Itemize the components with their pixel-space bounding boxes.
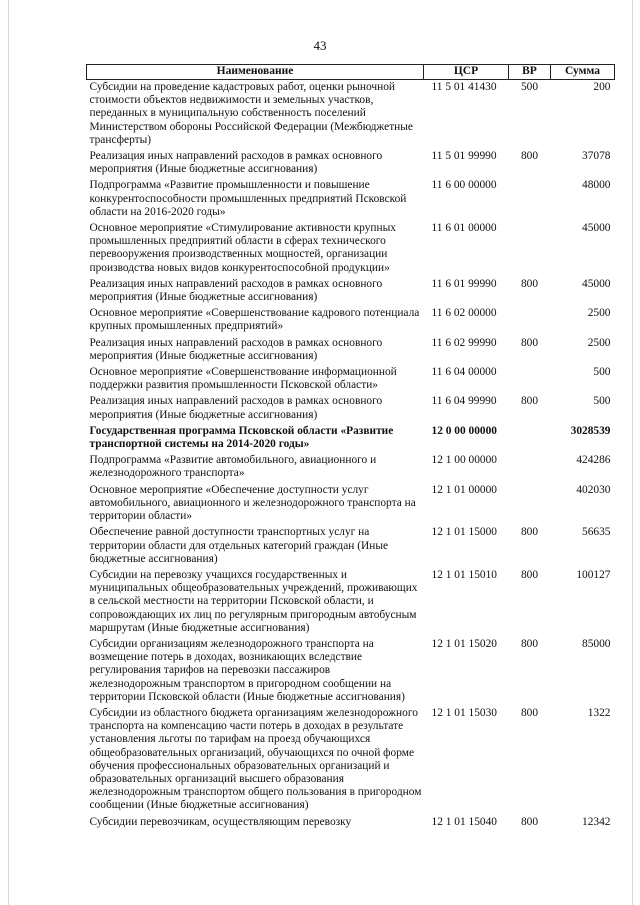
- row-sum: 12342: [582, 815, 611, 828]
- row-sum: 500: [593, 366, 611, 379]
- row-sum: 100127: [576, 568, 611, 581]
- row-csr: 12 1 01 00000: [431, 483, 497, 496]
- row-csr: 11 6 04 00000: [431, 366, 497, 379]
- row-name: Подпрограмма «Развитие автомобильного, авиационного и железнодорожного транспорта»: [89, 454, 377, 480]
- row-sum: 3028539: [570, 424, 611, 437]
- row-csr: 11 6 01 00000: [431, 222, 497, 235]
- row-vr: 800: [520, 815, 539, 828]
- table-row: [87, 815, 615, 831]
- row-name: Государственная программа Псковской области «Развитие транспортной системы на 2014-2020 годы»: [89, 424, 394, 451]
- table-row: [87, 483, 615, 526]
- table-row: [87, 178, 615, 221]
- row-vr: [509, 365, 551, 394]
- header-sum: Сумма: [551, 65, 615, 80]
- row-csr: 12 1 01 15030: [431, 706, 497, 719]
- row-sum: 56635: [582, 526, 611, 539]
- row-name: Реализация иных направлений расходов в рамках основного мероприятия (Иные бюджетные ассигнования): [89, 150, 383, 176]
- table-row: [87, 221, 615, 277]
- row-vr: 800: [520, 568, 539, 581]
- table-row: [87, 149, 615, 178]
- row-name: Субсидии на перевозку учащихся государственных и муниципальных общеобразовательных учреждений, проживающих в сельской местности на территории Псковской области, и сопровождающих их лиц по регулярным пригородным автобусным маршрутам (Иные бюджетные ассигнования): [89, 568, 418, 634]
- row-sum: 424286: [576, 454, 611, 467]
- row-csr: 11 6 04 99990: [431, 395, 497, 408]
- row-vr: 800: [520, 526, 539, 539]
- row-vr: 800: [520, 706, 539, 719]
- row-csr: 11 5 01 41430: [431, 81, 497, 93]
- row-vr: [509, 221, 551, 277]
- page-number: 43: [313, 38, 327, 53]
- row-name: Основное мероприятие «Совершенствование информационной поддержки развития промышленности Псковской области»: [89, 366, 397, 392]
- row-sum: 2500: [587, 307, 611, 320]
- row-vr: 800: [520, 395, 539, 408]
- row-name: Субсидии перевозчикам, осуществляющим перевозку: [89, 815, 352, 828]
- budget-table: [86, 64, 615, 831]
- row-name: Реализация иных направлений расходов в рамках основного мероприятия (Иные бюджетные ассигнования): [89, 336, 383, 362]
- row-sum: 85000: [582, 637, 611, 650]
- row-sum: 37078: [582, 150, 611, 163]
- row-vr: 500: [520, 81, 539, 93]
- header-csr: ЦСР: [424, 65, 509, 80]
- table-row: [87, 568, 615, 637]
- row-csr: 11 6 02 99990: [431, 336, 497, 349]
- row-csr: 12 1 01 15000: [431, 526, 497, 539]
- row-vr: [509, 178, 551, 221]
- row-vr: [509, 306, 551, 335]
- table-row: [87, 80, 615, 150]
- row-csr: 11 6 01 99990: [431, 277, 497, 290]
- row-csr: 11 6 02 00000: [431, 307, 497, 320]
- row-vr: 800: [520, 277, 539, 290]
- table-row: [87, 424, 615, 453]
- row-name: Основное мероприятие «Стимулирование активности крупных промышленных предприятий области в сферах технического перевооружения производственных мощностей, организации производства новых видов конкурентоспособной продукции»: [89, 222, 396, 274]
- row-name: Субсидии организациям железнодорожного транспорта на возмещение потерь в доходах, возникающих вследствие регулирования тарифов на перевозки пассажиров железнодорожным транспортом в пригородном сообщении на территории Псковской области (Иные бюджетные ассигнования): [89, 637, 405, 703]
- table-row: [87, 394, 615, 423]
- row-vr: 800: [520, 150, 539, 163]
- row-sum: 200: [593, 81, 611, 93]
- row-sum: 402030: [576, 483, 611, 496]
- row-name: Основное мероприятие «Обеспечение доступности услуг автомобильного, авиационного и железнодорожного транспорта на территории области»: [89, 483, 416, 523]
- row-name: Реализация иных направлений расходов в рамках основного мероприятия (Иные бюджетные ассигнования): [89, 277, 383, 304]
- row-name: Основное мероприятие «Совершенствование кадрового потенциала крупных промышленных предприятий»: [89, 307, 420, 333]
- row-name: Субсидии на проведение кадастровых работ, оценки рыночной стоимости объектов недвижимости и земельных участков, переданных в муниципальную собственность поселений Министерством обороны Российской Федерации (Межбюджетные трансферты): [89, 81, 413, 146]
- row-csr: 12 0 00 00000: [431, 424, 497, 437]
- table-row: [87, 277, 615, 306]
- scan-edge-right: [632, 0, 633, 905]
- row-sum: 45000: [582, 222, 611, 235]
- row-name: Реализация иных направлений расходов в рамках основного мероприятия (Иные бюджетные ассигнования): [89, 395, 383, 421]
- header-name: Наименование: [87, 65, 424, 80]
- table-row: [87, 637, 615, 706]
- row-vr: 800: [520, 336, 539, 349]
- table-row: [87, 525, 615, 568]
- row-name: Субсидии из областного бюджета организациям железнодорожного транспорта на компенсацию части потерь в доходах в результате установления льготы по тарифам на проезд обучающихся общеобразовательных организаций, обучающихся по очной форме обучения профессиональных образовательных организаций и образовательных организаций высшего образования железнодорожным транспортом общего пользования в пригородном сообщении (Иные бюджетные ассигнования): [89, 706, 422, 812]
- row-csr: 12 1 00 00000: [431, 454, 497, 467]
- row-name: Обеспечение равной доступности транспортных услуг на территории области для отдельных категорий граждан (Иные бюджетные ассигнования): [89, 526, 389, 565]
- table-row: [87, 706, 615, 815]
- row-sum: 500: [593, 395, 611, 408]
- row-sum: 45000: [582, 277, 611, 290]
- row-csr: 11 6 00 00000: [431, 179, 497, 192]
- table-row: [87, 336, 615, 365]
- scan-edge-left: [8, 0, 9, 905]
- row-name: Подпрограмма «Развитие промышленности и повышение конкурентоспособности промышленных предприятий Псковской области на 2016-2020 годы»: [89, 179, 407, 218]
- table-header: [87, 65, 615, 80]
- row-vr: [509, 453, 551, 482]
- row-csr: 11 5 01 99990: [431, 150, 497, 163]
- table-row: [87, 453, 615, 482]
- row-sum: 2500: [587, 336, 611, 349]
- row-vr: [509, 424, 551, 453]
- table-row: [87, 365, 615, 394]
- table-row: [87, 306, 615, 335]
- row-sum: 48000: [582, 179, 611, 192]
- row-csr: 12 1 01 15040: [431, 815, 497, 828]
- row-csr: 12 1 01 15010: [431, 568, 497, 581]
- row-vr: 800: [520, 637, 539, 650]
- row-csr: 12 1 01 15020: [431, 637, 497, 650]
- table-body: [87, 80, 615, 831]
- header-vr: ВР: [509, 65, 551, 80]
- row-vr: [509, 483, 551, 526]
- row-sum: 1322: [587, 706, 611, 719]
